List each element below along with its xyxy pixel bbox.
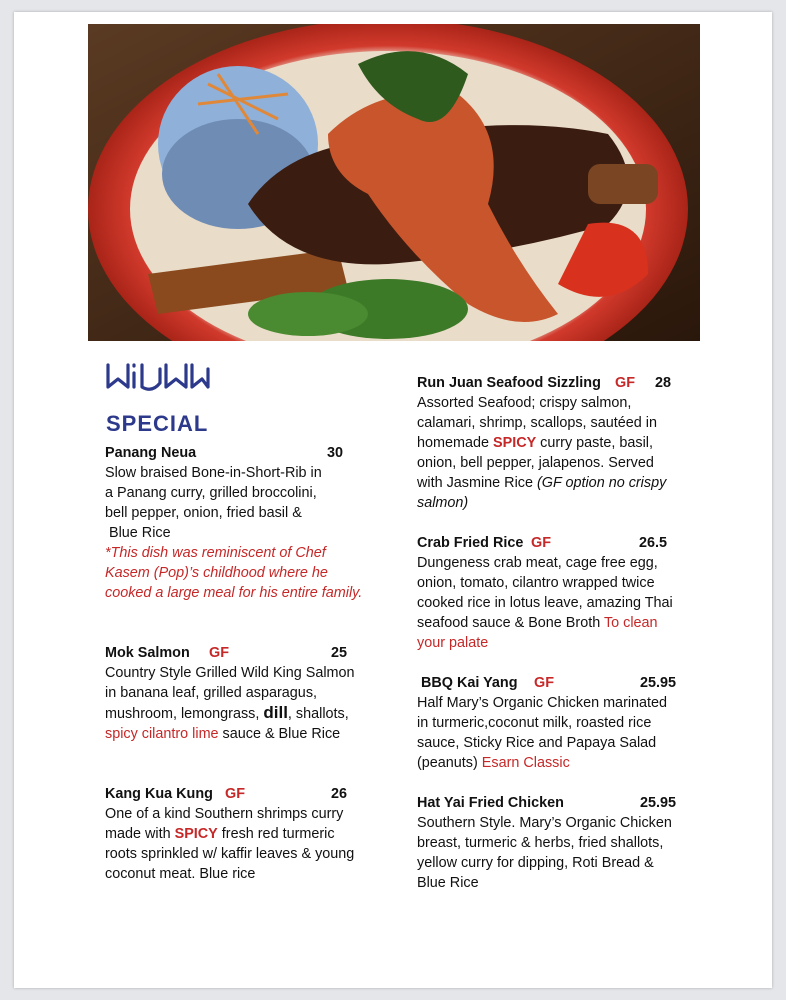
item-description: a Panang curry, grilled broccolini,	[105, 485, 317, 501]
item-highlight: spicy cilantro lime	[105, 726, 219, 742]
item-description: curry paste, basil,	[536, 435, 653, 451]
item-description: Country Style Grilled Wild King Salmon	[105, 665, 355, 681]
menu-column-left	[105, 443, 395, 884]
item-description: Southern Style. Mary’s Organic Chicken	[417, 815, 672, 831]
item-note: (GF option no crispy	[536, 475, 667, 491]
menu-item-bbq-kai-yang	[417, 673, 707, 773]
item-description: (peanuts)	[417, 755, 482, 771]
item-note: *This dish was reminiscent of Chef	[105, 545, 326, 561]
item-name: Hat Yai Fried Chicken	[417, 795, 564, 811]
item-description: Assorted Seafood; crispy salmon,	[417, 395, 632, 411]
item-description: Blue Rice	[105, 525, 171, 541]
item-description: mushroom, lemongrass,	[105, 706, 264, 722]
item-description: in turmeric,coconut milk, roasted rice	[417, 715, 652, 731]
item-description: yellow curry for dipping, Roti Bread &	[417, 855, 654, 871]
item-price: 26	[331, 786, 348, 802]
item-description: Half Mary’s Organic Chicken marinated	[417, 695, 668, 711]
item-description: homemade	[417, 435, 493, 451]
menu-item-panang-neua	[105, 443, 395, 603]
item-description: Slow braised Bone-in-Short-Rib in	[105, 465, 322, 481]
menu-item-hat-yai-fried-chicken	[417, 793, 707, 893]
item-note: Kasem (Pop)’s childhood where he	[105, 565, 328, 581]
item-description: roots sprinkled w/ kaffir leaves & young	[105, 846, 355, 862]
item-price: 25.95	[640, 795, 677, 811]
item-description: Blue Rice	[417, 875, 479, 891]
item-highlight: Esarn Classic	[481, 755, 570, 771]
menu-column-right	[417, 373, 707, 893]
item-description: in banana leaf, grilled asparagus,	[105, 685, 318, 701]
menu-item-mok-salmon	[105, 643, 395, 744]
item-description: seafood sauce & Bone Broth	[417, 615, 604, 631]
special-text: SPECIAL	[106, 411, 209, 436]
item-description: calamari, shrimp, scallops, sautéed in	[417, 415, 657, 431]
menu-item-kang-kua-kung	[105, 784, 395, 884]
item-description: cooked rice in lotus leave, amazing Thai	[417, 595, 673, 611]
item-description: sauce, Sticky Rice and Papaya Salad	[417, 735, 657, 751]
special-logo	[104, 357, 214, 442]
item-name: Panang Neua	[105, 445, 197, 461]
item-highlight: dill	[263, 703, 288, 722]
item-name: Mok Salmon	[105, 645, 190, 661]
spicy-label: SPICY	[493, 435, 537, 451]
menu-item-run-juan-seafood	[417, 373, 707, 513]
gf-badge: GF	[534, 675, 554, 691]
item-description: , shallots,	[287, 706, 349, 722]
menu-item-crab-fried-rice	[417, 533, 707, 653]
item-price: 25	[331, 645, 348, 661]
spicy-label: SPICY	[174, 826, 218, 842]
item-description: onion, bell pepper, jalapenos. Served	[417, 455, 654, 471]
item-description: breast, turmeric & herbs, fried shallots,	[417, 835, 664, 851]
item-price: 25.95	[640, 675, 677, 691]
item-description: fresh red turmeric	[217, 826, 335, 842]
menu-page	[14, 12, 772, 988]
item-description: with Jasmine Rice	[417, 475, 537, 491]
gf-badge: GF	[225, 786, 245, 802]
item-note: salmon)	[417, 495, 469, 511]
item-description: One of a kind Southern shrimps curry	[105, 806, 344, 822]
item-note: cooked a large meal for his entire family.	[105, 585, 363, 601]
item-description: onion, tomato, cilantro wrapped twice	[417, 575, 655, 591]
item-highlight: To clean	[603, 615, 658, 631]
item-price: 28	[655, 375, 672, 391]
gf-badge: GF	[615, 375, 635, 391]
dish-photo	[88, 24, 700, 341]
item-description: made with	[105, 826, 175, 842]
gf-badge: GF	[209, 645, 229, 661]
item-name: Kang Kua Kung	[105, 786, 213, 802]
item-description: bell pepper, onion, fried basil &	[105, 505, 302, 521]
item-description: sauce & Blue Rice	[218, 726, 341, 742]
item-name: Run Juan Seafood Sizzling	[417, 375, 601, 391]
item-price: 30	[327, 445, 344, 461]
item-description: Dungeness crab meat, cage free egg,	[417, 555, 658, 571]
item-price: 26.5	[639, 535, 668, 551]
item-highlight: your palate	[417, 635, 489, 651]
item-description: coconut meat. Blue rice	[105, 866, 256, 882]
gf-badge: GF	[531, 535, 551, 551]
item-name: BBQ Kai Yang	[421, 675, 518, 691]
item-name: Crab Fried Rice	[417, 535, 524, 551]
